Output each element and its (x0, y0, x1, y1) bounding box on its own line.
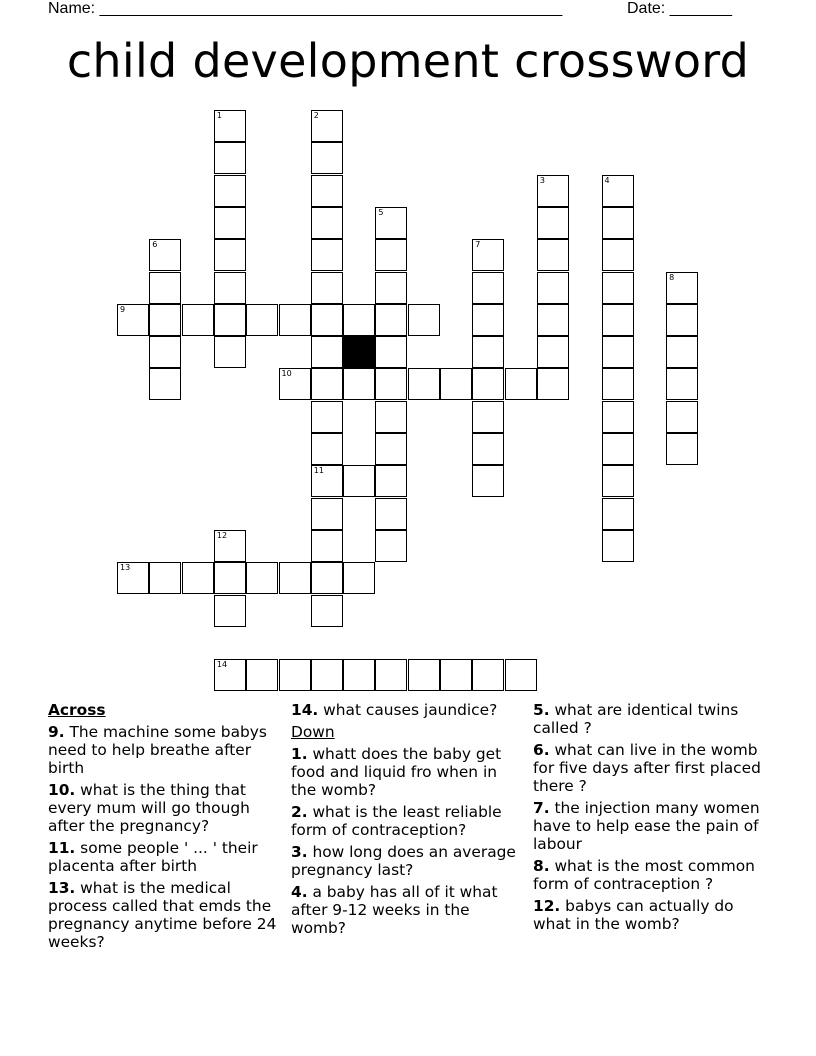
grid-cell[interactable] (602, 498, 634, 530)
clue-number: 9. (48, 723, 65, 741)
grid-cell[interactable] (343, 562, 375, 594)
grid-cell[interactable] (149, 304, 181, 336)
clue-number: 2. (291, 803, 308, 821)
across-clue-13 (48, 879, 280, 951)
grid-cell[interactable] (343, 304, 375, 336)
clue-text: some people ' ... ' their placenta after birth (48, 839, 258, 875)
grid-cell[interactable] (537, 239, 569, 271)
grid-cell[interactable] (408, 659, 440, 691)
cell-number: 9 (120, 304, 126, 314)
grid-cell[interactable] (214, 304, 246, 336)
grid-cell[interactable] (343, 465, 375, 497)
clue-number: 5. (533, 701, 550, 719)
grid-cell[interactable] (214, 175, 246, 207)
grid-cell[interactable] (440, 368, 472, 400)
grid-cell[interactable] (537, 304, 569, 336)
grid-cell[interactable] (149, 336, 181, 368)
grid-cell[interactable] (117, 304, 149, 336)
clue-text: how long does an average pregnancy last? (291, 843, 516, 879)
cell-number: 1 (216, 111, 222, 120)
grid-cell[interactable] (375, 207, 407, 239)
grid-cell[interactable] (666, 433, 698, 465)
clue-text: what can live in the womb for five days after first placed there ? (533, 741, 761, 795)
across-clue-14 (291, 701, 527, 719)
grid-cell[interactable] (472, 433, 504, 465)
grid-cell[interactable] (505, 659, 537, 691)
grid-cell[interactable] (279, 368, 311, 400)
grid-cell[interactable] (472, 659, 504, 691)
grid-cell[interactable] (311, 465, 343, 497)
down-heading: Down (291, 723, 335, 741)
grid-cell[interactable] (149, 272, 181, 304)
grid-cell[interactable] (149, 562, 181, 594)
grid-cell[interactable] (375, 368, 407, 400)
grid-cell[interactable] (311, 207, 343, 239)
down-clue-5 (533, 701, 765, 737)
clue-text: what causes jaundice? (323, 701, 498, 719)
grid-cell[interactable] (279, 659, 311, 691)
clue-text: what is the most common form of contraception ? (533, 857, 755, 893)
cell-number: 10 (281, 369, 292, 379)
grid-cell[interactable] (214, 595, 246, 627)
grid-cell[interactable] (537, 336, 569, 368)
clue-number: 10. (48, 781, 76, 799)
clues-column-2 (291, 701, 527, 941)
grid-cell[interactable] (375, 304, 407, 336)
grid-cell[interactable] (117, 562, 149, 594)
grid-cell[interactable] (149, 239, 181, 271)
grid-cell[interactable] (666, 401, 698, 433)
clue-text: what is the thing that every mum will go though after the pregnancy? (48, 781, 250, 835)
grid-cell[interactable] (311, 239, 343, 271)
grid-cell[interactable] (311, 175, 343, 207)
grid-cell[interactable] (311, 110, 343, 142)
across-clue-9 (48, 723, 280, 777)
grid-cell[interactable] (311, 336, 343, 368)
grid-cell[interactable] (311, 530, 343, 562)
clue-number: 12. (533, 897, 561, 915)
grid-cell[interactable] (602, 368, 634, 400)
down-clue-3 (291, 843, 527, 879)
grid-cell[interactable] (602, 336, 634, 368)
cell-number: 13 (120, 563, 131, 573)
grid-cell[interactable] (472, 465, 504, 497)
grid-cell[interactable] (666, 336, 698, 368)
cell-number: 8 (669, 272, 675, 282)
grid-cell[interactable] (214, 530, 246, 562)
clue-text: the injection many women have to help ease the pain of labour (533, 799, 760, 853)
clue-text: The machine some babys need to help breathe after birth (48, 723, 267, 777)
clues-column-3 (533, 701, 765, 937)
grid-cell[interactable] (375, 239, 407, 271)
grid-cell[interactable] (666, 272, 698, 304)
grid-cell[interactable] (602, 207, 634, 239)
grid-cell[interactable] (375, 498, 407, 530)
grid-cell[interactable] (537, 368, 569, 400)
down-clue-2 (291, 803, 527, 839)
grid-cell[interactable] (602, 530, 634, 562)
grid-cell[interactable] (343, 659, 375, 691)
grid-cell[interactable] (311, 368, 343, 400)
grid-cell[interactable] (149, 368, 181, 400)
grid-cell[interactable] (214, 239, 246, 271)
across-clue-11 (48, 839, 280, 875)
grid-cell[interactable] (375, 336, 407, 368)
grid-cell[interactable] (214, 272, 246, 304)
black-square (343, 336, 375, 368)
grid-cell[interactable] (214, 110, 246, 142)
grid-cell[interactable] (537, 272, 569, 304)
down-clue-4 (291, 883, 527, 937)
grid-cell[interactable] (375, 401, 407, 433)
grid-cell[interactable] (375, 659, 407, 691)
cell-number: 14 (216, 660, 228, 670)
grid-cell[interactable] (472, 272, 504, 304)
grid-cell[interactable] (375, 465, 407, 497)
grid-cell[interactable] (472, 401, 504, 433)
down-clue-7 (533, 799, 765, 853)
clue-text: whatt does the baby get food and liquid fro when in the womb? (291, 745, 502, 799)
grid-cell[interactable] (246, 304, 278, 336)
clue-text: what is the least reliable form of contraception? (291, 803, 502, 839)
clue-number: 6. (533, 741, 550, 759)
clue-number: 11. (48, 839, 76, 857)
date-field-label: Date: _______ (627, 0, 732, 17)
across-heading: Across (48, 701, 106, 719)
grid-cell[interactable] (666, 304, 698, 336)
grid-cell[interactable] (311, 498, 343, 530)
grid-cell[interactable] (311, 562, 343, 594)
grid-cell[interactable] (602, 175, 634, 207)
grid-cell[interactable] (214, 336, 246, 368)
cell-number: 2 (313, 111, 319, 120)
grid-cell[interactable] (440, 659, 472, 691)
grid-cell[interactable] (375, 530, 407, 562)
grid-cell[interactable] (602, 304, 634, 336)
grid-cell[interactable] (408, 368, 440, 400)
grid-cell[interactable] (214, 562, 246, 594)
cell-number: 7 (475, 240, 481, 250)
grid-cell[interactable] (279, 562, 311, 594)
grid-cell[interactable] (602, 401, 634, 433)
grid-cell[interactable] (182, 304, 214, 336)
grid-cell[interactable] (214, 659, 246, 691)
down-clue-6 (533, 741, 765, 795)
grid-cell[interactable] (375, 272, 407, 304)
cell-number: 6 (152, 240, 158, 250)
cell-number: 5 (378, 207, 384, 217)
grid-cell[interactable] (602, 272, 634, 304)
grid-cell[interactable] (472, 304, 504, 336)
grid-cell[interactable] (472, 239, 504, 271)
page-title: child development crossword (66, 34, 750, 88)
clue-text: a baby has all of it what after 9-12 weeks in the womb? (291, 883, 498, 937)
name-field-label: Name: ____________________________________________________ (48, 0, 563, 17)
cell-number: 3 (539, 175, 545, 185)
grid-cell[interactable] (666, 368, 698, 400)
cell-number: 11 (313, 466, 324, 476)
grid-cell[interactable] (408, 304, 440, 336)
grid-cell[interactable] (182, 562, 214, 594)
grid-cell[interactable] (311, 304, 343, 336)
grid-cell[interactable] (343, 368, 375, 400)
grid-cell[interactable] (602, 465, 634, 497)
grid-cell[interactable] (311, 272, 343, 304)
grid-cell[interactable] (311, 659, 343, 691)
grid-cell[interactable] (311, 401, 343, 433)
clue-number: 8. (533, 857, 550, 875)
cell-number: 12 (216, 530, 228, 540)
cell-number: 4 (604, 175, 610, 185)
down-clue-12 (533, 897, 765, 933)
clue-number: 1. (291, 745, 308, 763)
grid-cell[interactable] (214, 207, 246, 239)
grid-cell[interactable] (505, 368, 537, 400)
across-clue-10 (48, 781, 280, 835)
grid-cell[interactable] (311, 433, 343, 465)
grid-cell[interactable] (375, 433, 407, 465)
clue-number: 14. (291, 701, 319, 719)
clue-number: 7. (533, 799, 550, 817)
grid-cell[interactable] (537, 207, 569, 239)
clue-text: what are identical twins called ? (533, 701, 739, 737)
clue-text: what is the medical process called that emds the pregnancy anytime before 24 weeks? (48, 879, 277, 951)
grid-cell[interactable] (214, 142, 246, 174)
down-clue-1 (291, 745, 527, 799)
grid-cell[interactable] (602, 433, 634, 465)
grid-cell[interactable] (472, 336, 504, 368)
grid-cell[interactable] (537, 175, 569, 207)
grid-cell[interactable] (602, 239, 634, 271)
grid-cell[interactable] (472, 368, 504, 400)
grid-cell[interactable] (311, 595, 343, 627)
clue-number: 13. (48, 879, 76, 897)
grid-cell[interactable] (246, 659, 278, 691)
grid-cell[interactable] (311, 142, 343, 174)
grid-cell[interactable] (279, 304, 311, 336)
clue-number: 4. (291, 883, 308, 901)
clues-column-1 (48, 701, 280, 955)
down-clue-8 (533, 857, 765, 893)
grid-cell[interactable] (246, 562, 278, 594)
clue-text: babys can actually do what in the womb? (533, 897, 734, 933)
clue-number: 3. (291, 843, 308, 861)
